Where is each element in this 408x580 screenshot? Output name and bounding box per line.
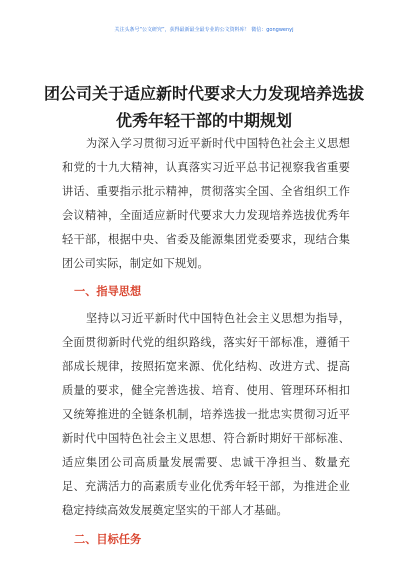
section-heading-goals-tasks: 二、目标任务	[74, 532, 142, 546]
document-body	[62, 132, 350, 552]
document-title-line-1: 团公司关于适应新时代要求大力发现培养选拔	[43, 84, 364, 103]
section-heading-guiding-ideology: 一、指导思想	[74, 284, 142, 298]
document-title	[0, 80, 408, 134]
document-title-line-2: 优秀年轻干部的中期规划	[115, 111, 292, 130]
guiding-ideology-paragraph: 坚持以习近平新时代中国特色社会主义思想为指导，全面贯彻新时代党的组织路线，落实好干部标准，遵循干部成长规律，按照拓宽来源、优化结构、改进方式、提高质量的要求，健全完善选拔、培育、使用、管理环环相扣又统筹推进的全链条机制，培养选拔一批忠实贯彻习近平新时代中国特色社会主义思想、符合新时期好干部标准、适应集团公司高质量发展需要、忠诚干净担当、数量充足、充满活力的高素质专业化优秀年轻干部，为推进企业稳定持续高效发展奠定坚实的干部人才基础。	[62, 311, 350, 518]
header-banner: 关注头条号“公文研究”，获得最新最全最专业的公文资料库！ 微信：gongwenyj	[114, 27, 294, 33]
intro-paragraph: 为深入学习贯彻习近平新时代中国特色社会主义思想和党的十九大精神，认真落实习近平总书记视察我省重要讲话、重要指示批示精神，贯彻落实全国、全省组织工作会议精神，全面适应新时代要求大力发现培养选拔优秀年轻干部，根据中央、省委及能源集团党委要求，现结合集团公司实际，制定如下规划。	[62, 137, 350, 271]
